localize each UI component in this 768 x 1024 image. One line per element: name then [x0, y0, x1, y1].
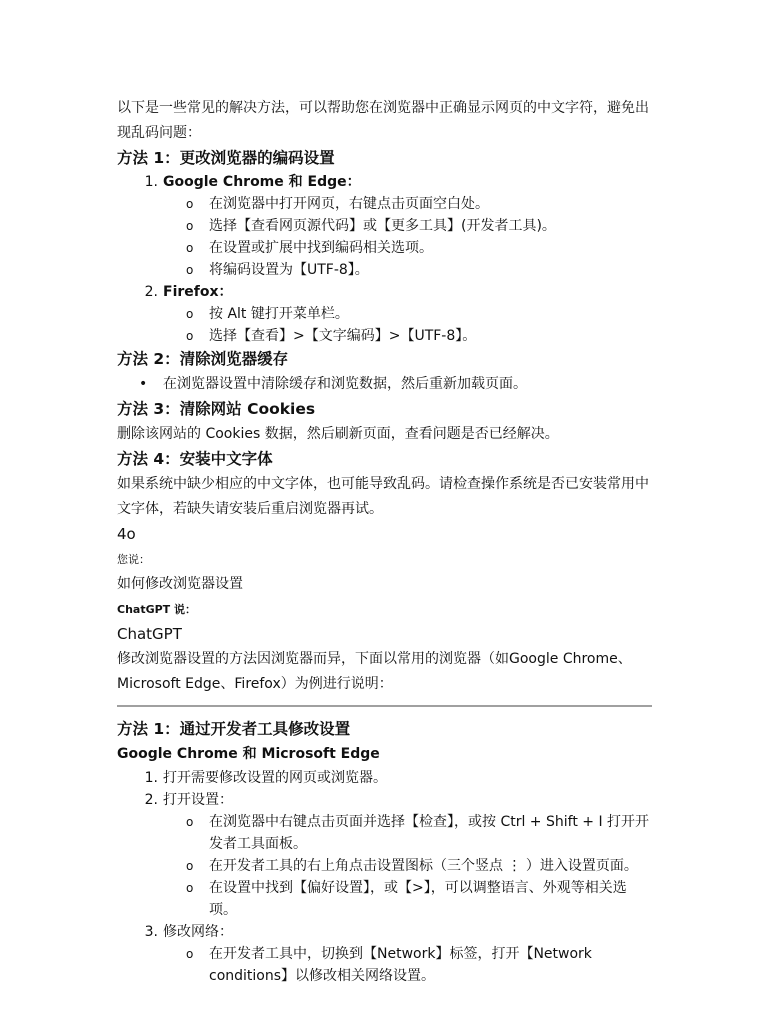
circle-bullet-icon: o: [186, 815, 194, 829]
substep: o 按 Alt 键打开菜单栏。: [117, 303, 652, 325]
bullet-item: • 在浏览器设置中清除缓存和浏览数据，然后重新加载页面。: [117, 372, 652, 397]
circle-bullet-icon: o: [186, 947, 194, 961]
substep: o 选择【查看网页源代码】或【更多工具】(开发者工具)。: [117, 215, 652, 237]
section5-step: [117, 921, 652, 987]
substep: o 在设置中找到【偏好设置】，或【>】，可以调整语言、外观等相关选项。: [117, 877, 652, 921]
reply-name: ChatGPT: [117, 625, 182, 643]
section3-heading: 方法 3：清除网站 Cookies: [117, 400, 316, 418]
section2-bullets: [117, 372, 652, 397]
circle-bullet-icon: o: [186, 197, 194, 211]
section4-heading: 方法 4：安装中文字体: [117, 450, 273, 468]
intro-paragraph: 以下是一些常见的解决方法，可以帮助您在浏览器中正确显示网页的中文字符，避免出现乱码问题：: [117, 100, 649, 141]
step-substeps: [163, 193, 652, 281]
section5-heading: 方法 1：通过开发者工具修改设置: [117, 720, 351, 738]
step-number: 1.: [144, 174, 158, 190]
step-number: 2.: [144, 284, 158, 300]
step-title: Google Chrome 和 Edge：: [163, 174, 361, 190]
circle-bullet-icon: o: [186, 859, 194, 873]
document-content: [117, 96, 652, 987]
circle-bullet-icon: o: [186, 241, 194, 255]
model-tag: 4o: [117, 525, 136, 543]
section1-steps: [117, 171, 652, 347]
section2-heading: 方法 2：清除浏览器缓存: [117, 350, 289, 368]
section5-steps: [117, 767, 652, 987]
section1-step: [117, 171, 652, 281]
step-number: 3.: [144, 924, 158, 940]
section3-text: 删除该网站的 Cookies 数据，然后刷新页面，查看问题是否已经解决。: [117, 426, 559, 442]
step-number: 1.: [144, 770, 158, 786]
step-title: 打开设置：: [163, 792, 233, 808]
step-number: 2.: [144, 792, 158, 808]
step-title: 打开需要修改设置的网页或浏览器。: [163, 770, 387, 786]
section5-step: [117, 767, 652, 789]
divider: [117, 705, 652, 707]
section5-subheading: Google Chrome 和 Microsoft Edge: [117, 746, 380, 762]
circle-bullet-icon: o: [186, 263, 194, 277]
section1-heading: 方法 1：更改浏览器的编码设置: [117, 149, 335, 167]
substep: o 在设置或扩展中找到编码相关选项。: [117, 237, 652, 259]
step-substeps: [163, 943, 652, 987]
user-question: 如何修改浏览器设置: [117, 576, 243, 592]
circle-bullet-icon: o: [186, 881, 194, 895]
reply-label: ChatGPT 说：: [117, 603, 197, 616]
step-title: Firefox：: [163, 284, 233, 300]
bullet-dot-icon: •: [139, 376, 148, 392]
substep: o 在开发者工具的右上角点击设置图标（三个竖点 ⋮ ）进入设置页面。: [117, 855, 652, 877]
reply-intro: 修改浏览器设置的方法因浏览器而异，下面以常用的浏览器（如Google Chrome、Microsoft Edge、Firefox）为例进行说明：: [117, 651, 632, 692]
section5-step: [117, 789, 652, 921]
section4-text: 如果系统中缺少相应的中文字体，也可能导致乱码。请检查操作系统是否已安装常用中文字体，若缺失请安装后重启浏览器再试。: [117, 476, 649, 517]
step-title: 修改网络：: [163, 924, 233, 940]
substep: o 选择【查看】>【文字编码】>【UTF-8】。: [117, 325, 652, 347]
step-substeps: [163, 811, 652, 921]
user-label: 您说：: [117, 553, 150, 566]
step-substeps: [163, 303, 652, 347]
circle-bullet-icon: o: [186, 307, 194, 321]
substep: o 在开发者工具中，切换到【Network】标签，打开【Network conditions】以修改相关网络设置。: [117, 943, 652, 987]
circle-bullet-icon: o: [186, 219, 194, 233]
substep: o 在浏览器中打开网页，右键点击页面空白处。: [117, 193, 652, 215]
substep: o 在浏览器中右键点击页面并选择【检查】，或按 Ctrl + Shift + I 打开开发者工具面板。: [117, 811, 652, 855]
section1-step: [117, 281, 652, 347]
circle-bullet-icon: o: [186, 329, 194, 343]
substep: o 将编码设置为【UTF-8】。: [117, 259, 652, 281]
